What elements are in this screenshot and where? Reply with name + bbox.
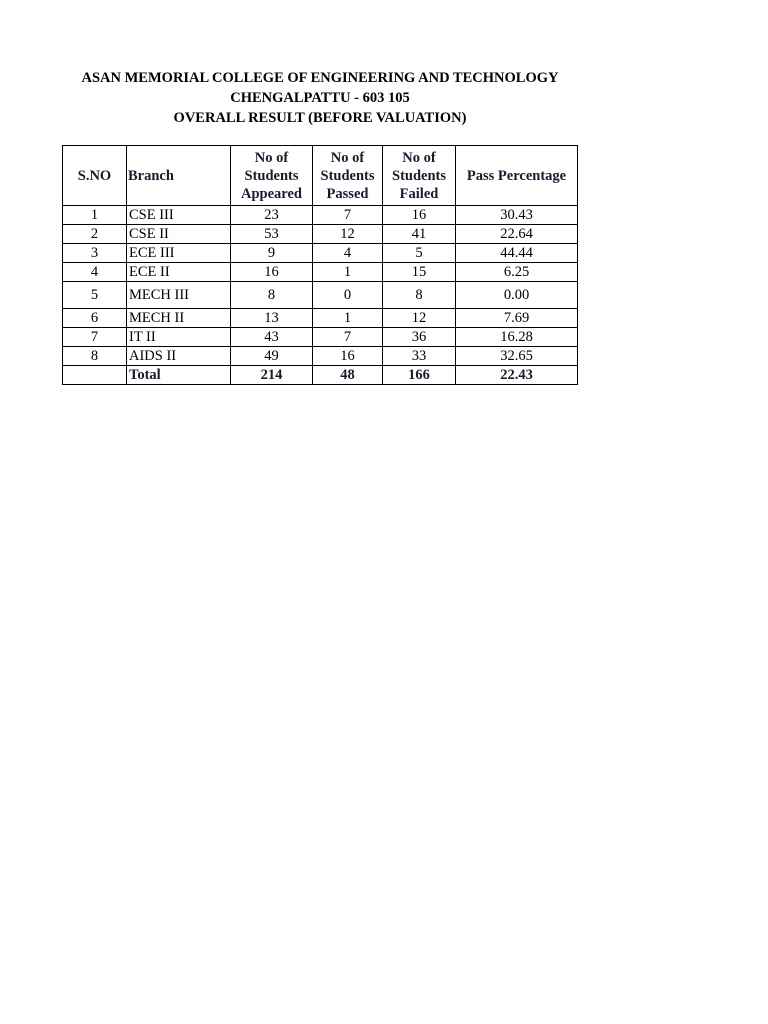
total-label: Total — [127, 366, 231, 385]
cell-percentage: 32.65 — [456, 347, 578, 366]
cell-passed: 12 — [313, 225, 383, 244]
table-row — [63, 206, 578, 225]
cell-failed: 8 — [383, 282, 456, 309]
table-row — [63, 347, 578, 366]
cell-percentage: 30.43 — [456, 206, 578, 225]
cell-passed: 4 — [313, 244, 383, 263]
column-header-branch: Branch — [127, 146, 231, 206]
cell-sno: 4 — [63, 263, 127, 282]
cell-sno: 7 — [63, 328, 127, 347]
cell-branch: IT II — [127, 328, 231, 347]
institution-location: CHENGALPATTU - 603 105 — [230, 90, 410, 106]
total-percentage: 22.43 — [456, 366, 578, 385]
table-row — [63, 225, 578, 244]
cell-passed: 1 — [313, 263, 383, 282]
cell-failed: 33 — [383, 347, 456, 366]
cell-appeared: 8 — [231, 282, 313, 309]
total-appeared: 214 — [231, 366, 313, 385]
cell-branch: ECE III — [127, 244, 231, 263]
cell-failed: 41 — [383, 225, 456, 244]
cell-appeared: 49 — [231, 347, 313, 366]
cell-passed: 7 — [313, 328, 383, 347]
cell-sno: 2 — [63, 225, 127, 244]
cell-failed: 36 — [383, 328, 456, 347]
cell-percentage: 16.28 — [456, 328, 578, 347]
cell-failed: 5 — [383, 244, 456, 263]
column-header-passed: No of Students Passed — [313, 146, 383, 206]
cell-appeared: 23 — [231, 206, 313, 225]
column-header-appeared: No of Students Appeared — [231, 146, 313, 206]
cell-percentage: 0.00 — [456, 282, 578, 309]
cell-failed: 12 — [383, 309, 456, 328]
cell-sno: 8 — [63, 347, 127, 366]
cell-appeared: 53 — [231, 225, 313, 244]
cell-sno: 6 — [63, 309, 127, 328]
cell-passed: 16 — [313, 347, 383, 366]
header-row — [63, 146, 578, 206]
cell-percentage: 7.69 — [456, 309, 578, 328]
cell-failed: 16 — [383, 206, 456, 225]
table-row — [63, 282, 578, 309]
cell-percentage: 6.25 — [456, 263, 578, 282]
cell-appeared: 9 — [231, 244, 313, 263]
cell-appeared: 16 — [231, 263, 313, 282]
cell-branch: CSE III — [127, 206, 231, 225]
total-passed: 48 — [313, 366, 383, 385]
table-row — [63, 309, 578, 328]
cell-branch: MECH II — [127, 309, 231, 328]
cell-passed: 1 — [313, 309, 383, 328]
cell-sno-empty — [63, 366, 127, 385]
total-row — [63, 366, 578, 385]
cell-failed: 15 — [383, 263, 456, 282]
results-table — [62, 145, 578, 385]
report-title: OVERALL RESULT (BEFORE VALUATION) — [173, 110, 467, 126]
cell-sno: 3 — [63, 244, 127, 263]
cell-percentage: 22.64 — [456, 225, 578, 244]
cell-appeared: 13 — [231, 309, 313, 328]
cell-passed: 7 — [313, 206, 383, 225]
cell-branch: CSE II — [127, 225, 231, 244]
cell-percentage: 44.44 — [456, 244, 578, 263]
column-header-sno: S.NO — [63, 146, 127, 206]
table-row — [63, 244, 578, 263]
cell-passed: 0 — [313, 282, 383, 309]
table-row — [63, 328, 578, 347]
cell-branch: MECH III — [127, 282, 231, 309]
column-header-failed: No of Students Failed — [383, 146, 456, 206]
cell-branch: ECE II — [127, 263, 231, 282]
cell-appeared: 43 — [231, 328, 313, 347]
institution-name: ASAN MEMORIAL COLLEGE OF ENGINEERING AND TECHNOLOGY — [81, 70, 559, 86]
cell-sno: 1 — [63, 206, 127, 225]
total-failed: 166 — [383, 366, 456, 385]
cell-branch: AIDS II — [127, 347, 231, 366]
table-row — [63, 263, 578, 282]
cell-sno: 5 — [63, 282, 127, 309]
column-header-percentage: Pass Percentage — [456, 146, 578, 206]
